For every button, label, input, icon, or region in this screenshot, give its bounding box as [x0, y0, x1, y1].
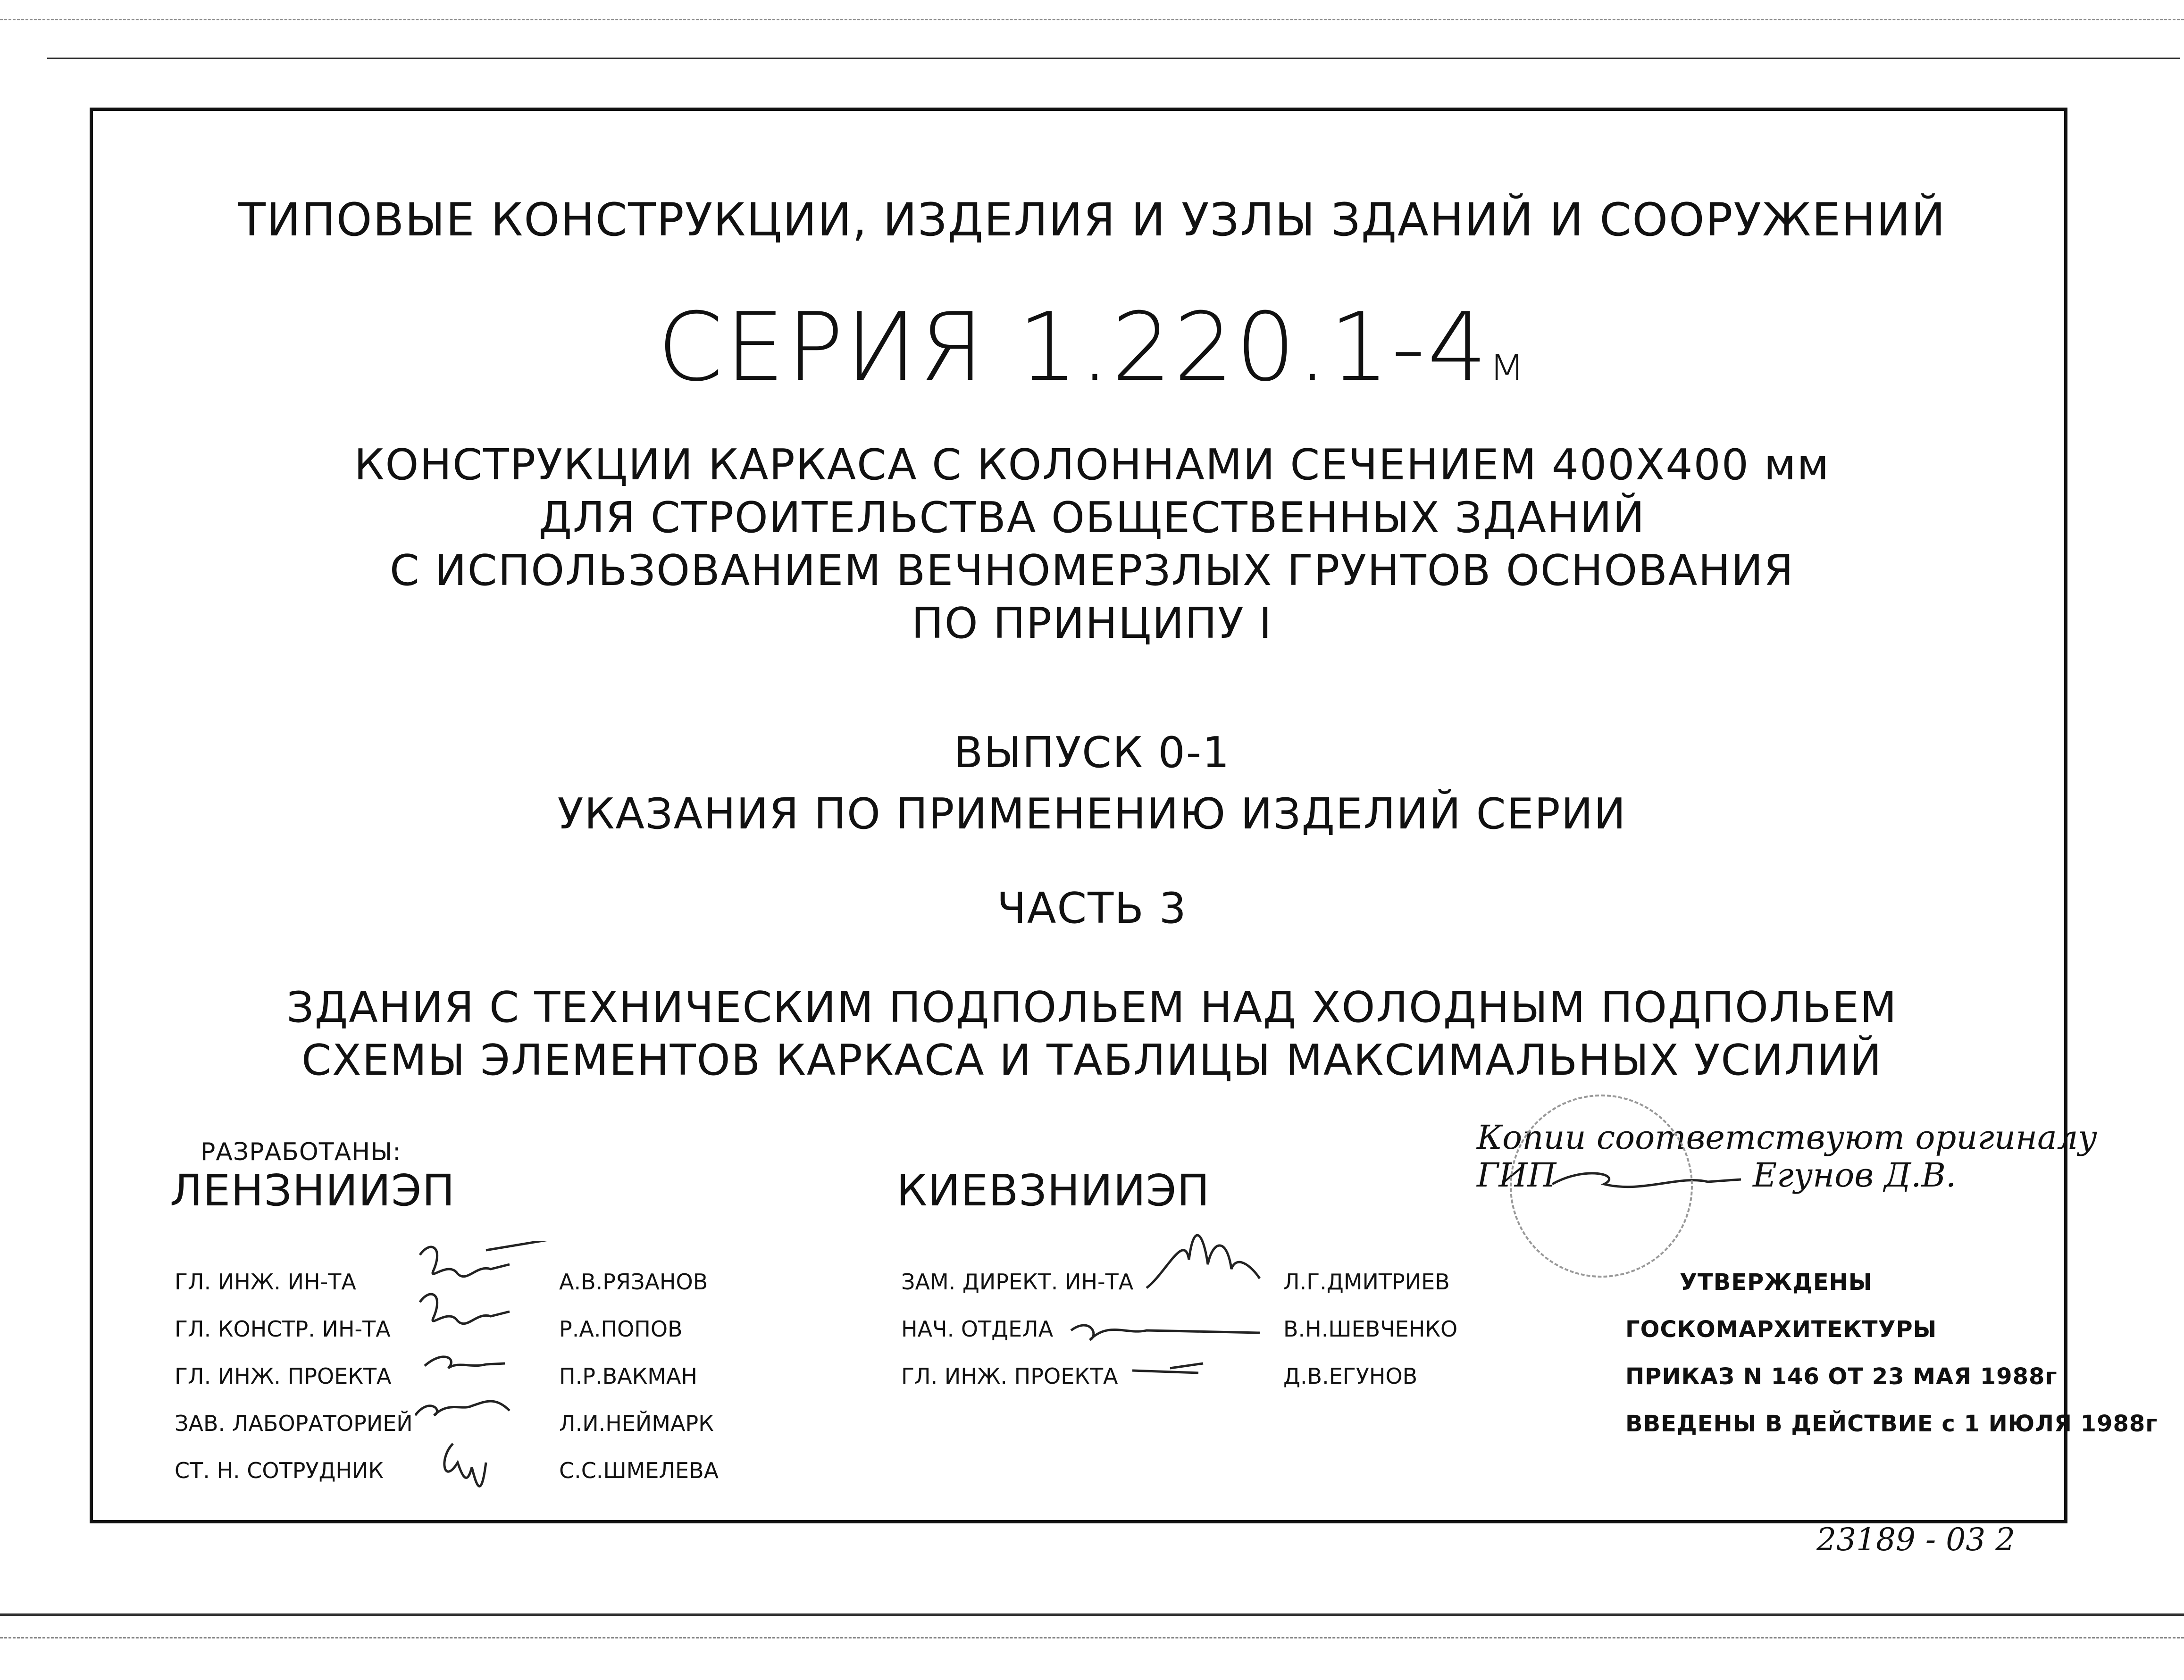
issue-part: ЧАСТЬ 3	[997, 884, 1187, 933]
stamp-circle	[1510, 1095, 1693, 1278]
issue-subtitle-line: ЗДАНИЯ С ТЕХНИЧЕСКИМ ПОДПОЛЬЕМ НАД ХОЛОДНЫМ ПОДПОЛЬЕМ	[286, 983, 1898, 1032]
staff-role: СТ. Н. СОТРУДНИК	[175, 1458, 384, 1483]
staff-role: ГЛ. ИНЖ. ИН-ТА	[175, 1269, 356, 1295]
description-block	[0, 439, 2184, 650]
staff-name: Л.Г.ДМИТРИЕВ	[1283, 1269, 1450, 1295]
staff-role: ГЛ. КОНСТР. ИН-ТА	[175, 1316, 391, 1342]
staff-name: С.С.ШМЕЛЕВА	[559, 1458, 719, 1483]
copy-note-line: Копии соответствуют оригиналу	[1477, 1118, 2097, 1157]
staff-role: НАЧ. ОТДЕЛА	[901, 1316, 1054, 1342]
staff-role: ГЛ. ИНЖ. ПРОЕКТА	[901, 1363, 1118, 1389]
series-label: СЕРИЯ 1.220.1-4	[657, 293, 1489, 402]
staff-name: П.Р.ВАКМАН	[559, 1363, 698, 1389]
scan-edge-top	[0, 19, 2184, 20]
issue-number: ВЫПУСК 0-1	[954, 728, 1230, 777]
scan-edge-bottom	[0, 1637, 2184, 1638]
description-line: ПО ПРИНЦИПУ I	[912, 599, 1272, 648]
approval-label: УТВЕРЖДЕНЫ	[1680, 1269, 1873, 1296]
staff-name: А.В.РЯЗАНОВ	[559, 1269, 708, 1295]
document-number: 23189 - 03 2	[1816, 1521, 2016, 1558]
signature	[415, 1241, 561, 1505]
staff-name: Д.В.ЕГУНОВ	[1283, 1363, 1418, 1389]
description-line: С ИСПОЛЬЗОВАНИЕМ ВЕЧНОМЕРЗЛЫХ ГРУНТОВ ОСНОВАНИЯ	[389, 546, 1795, 595]
approval-authority: ГОСКОМАРХИТЕКТУРЫ	[1625, 1316, 1937, 1343]
developed-by-label: РАЗРАБОТАНЫ:	[201, 1138, 402, 1166]
main-title: ТИПОВЫЕ КОНСТРУКЦИИ, ИЗДЕЛИЯ И УЗЛЫ ЗДАНИЙ И СООРУЖЕНИЙ	[238, 193, 1946, 246]
description-line: КОНСТРУКЦИИ КАРКАСА С КОЛОННАМИ СЕЧЕНИЕМ 400Х400 мм	[354, 440, 1830, 490]
scan-line-bottom	[0, 1613, 2184, 1616]
org-right-name: КИЕВЗНИИЭП	[896, 1165, 1210, 1216]
staff-name: Л.И.НЕЙМАРК	[559, 1411, 714, 1436]
issue-title: УКАЗАНИЯ ПО ПРИМЕНЕНИЮ ИЗДЕЛИЙ СЕРИИ	[557, 789, 1627, 839]
series-suffix: м	[1489, 336, 1527, 391]
description-line: ДЛЯ СТРОИТЕЛЬСТВА ОБЩЕСТВЕННЫХ ЗДАНИЙ	[538, 493, 1646, 543]
copy-note-gip-label: ГИП	[1477, 1156, 1556, 1195]
staff-role: ЗАВ. ЛАБОРАТОРИЕЙ	[175, 1411, 413, 1436]
staff-name: Р.А.ПОПОВ	[559, 1316, 683, 1342]
issue-subtitle	[0, 981, 2184, 1087]
scan-line-top	[47, 58, 2180, 59]
staff-name: В.Н.ШЕВЧЕНКО	[1283, 1316, 1458, 1342]
approval-order: ПРИКАЗ N 146 ОТ 23 МАЯ 1988г	[1625, 1363, 2058, 1390]
org-left-name: ЛЕНЗНИИЭП	[170, 1165, 455, 1216]
series-title	[0, 293, 2184, 402]
approval-effective: ВВЕДЕНЫ В ДЕЙСТВИЕ с 1 ИЮЛЯ 1988г	[1625, 1411, 2158, 1437]
issue-subtitle-line: СХЕМЫ ЭЛЕМЕНТОВ КАРКАСА И ТАБЛИЦЫ МАКСИМАЛЬНЫХ УСИЛИЙ	[301, 1036, 1883, 1085]
signature	[1062, 1212, 1288, 1382]
copy-note-gip-name: Егунов Д.В.	[1753, 1156, 1957, 1195]
staff-role: ЗАМ. ДИРЕКТ. ИН-ТА	[901, 1269, 1134, 1295]
staff-role: ГЛ. ИНЖ. ПРОЕКТА	[175, 1363, 392, 1389]
